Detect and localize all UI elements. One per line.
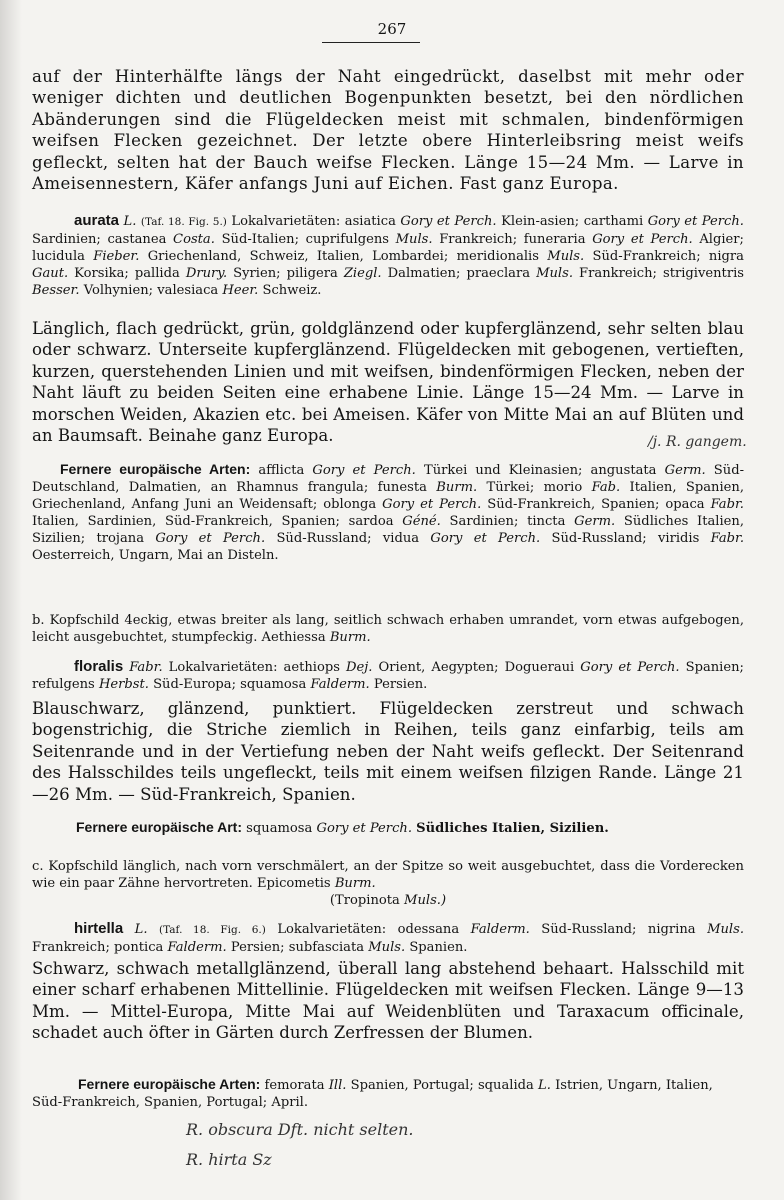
section-b: b. Kopfschild 4eckig, etwas breiter als lang, seitlich schwach erhaben umrandet, vorn etwas aufgebogen, leicht ausgebuchtet, stumpfeckig. Aethiessa Burm.	[32, 613, 744, 646]
entry-floralis-description: Blauschwarz, glänzend, punktiert. Flügeldecken zerstreut und schwach bogenstrichig, die Striche ziemlich in Reihen, teils ganz einfarbig, teils am Seitenrande und in der Vertiefung neben der Naht weifs gefleckt. Der Seitenrand des Halsschildes teils ungefleckt, teils mit einem weifsen filzigen Rande. Länge 21—26 Mm. — Süd-Frankreich, Spanien.	[32, 699, 744, 804]
header-rule	[322, 42, 420, 43]
entry-floralis-varieties: floralis Fabr. Lokalvarietäten: aethiops Dej. Orient, Aegypten; Dogueraui Gory et Perch. Spanien; refulgens Herbst. Süd-Europa; squamosa Falderm. Persien.	[32, 658, 744, 693]
species-name-floralis: floralis	[74, 658, 124, 675]
handwritten-margin-note: /j. R. gangem.	[648, 434, 747, 450]
handwritten-note-line-1: R. obscura Dft. nicht selten.	[186, 1120, 414, 1139]
species-name-hirtella: hirtella	[74, 920, 124, 937]
entry-aurata-description: Länglich, flach gedrückt, grün, goldglänzend oder kupferglänzend, sehr selten blau oder schwarz. Unterseite kupferglänzend. Flügeldecken mit gebogenen, vertieften, kurzen, querstehenden Linien und mit weifsen, bindenförmigen Flecken, neben der Naht läuft zu beiden Seiten eine erhabene Linie. Länge 15—24 Mm. — Larve in morschen Weiden, Akazien etc. bei Ameisen. Käfer von Mitte Mai an auf Blüten und an Baumsaft. Beinahe ganz Europa.	[32, 319, 744, 446]
binding-shadow	[0, 0, 22, 1200]
paragraph-continuation: auf der Hinterhälfte längs der Naht eingedrückt, daselbst mit mehr oder weniger dichten und deutlichen Bogenpunkten besetzt, bei den nördlichen Abänderungen sind die Flügeldecken meist mit schmalen, bindenförmigen weifsen Flecken gezeichnet. Der letzte obere Hinterleibsring meist weifs gefleckt, selten hat der Bauch weifse Flecken. Länge 15—24 Mm. — Larve in Ameisennestern, Käfer anfangs Juni auf Eichen. Fast ganz Europa.	[32, 67, 744, 194]
entry-hirtella-description: Schwarz, schwach metallglänzend, überall lang abstehend behaart. Halsschild mit einer scharf erhabenen Mittellinie. Flügeldecken mit weifsen Flecken. Länge 9—13 Mm. — Mittel-Europa, Mitte Mai auf Weidenblüten und Taraxacum officinale, schadet auch öfter in Gärten durch Zerfressen der Blumen.	[32, 959, 744, 1043]
handwritten-note-line-2: R. hirta Sz	[186, 1150, 272, 1169]
further-species-3: Fernere europäische Arten: femorata Ill. Spanien, Portugal; squalida L. Istrien, Ungarn, Italien, Süd-Frankreich, Spanien, Portugal; April.	[32, 1076, 713, 1111]
further-species-1: Fernere europäische Arten: afflicta Gory et Perch. Türkei und Kleinasien; angustata Germ. Süd-Deutschland, Dalmatien, an Rhamnus frangula; funesta Burm. Türkei; morio Fab. Italien, Spanien, Griechenland, Anfang Juni an Weidensaft; oblonga Gory et Perch. Süd-Frankreich, Spanien; opaca Fabr. Italien, Sardinien, Süd-Frankreich, Spanien; sardoa Géné. Sardinien; tincta Germ. Südliches Italien, Sizilien; trojana Gory et Perch. Süd-Russland; vidua Gory et Perch. Süd-Russland; viridis Fabr. Oesterreich, Ungarn, Mai an Disteln.	[32, 461, 745, 564]
section-c-subgenus: (Tropinota Muls.)	[329, 893, 447, 908]
entry-aurata-varieties: aurata L. (Taf. 18. Fig. 5.) Lokalvarietäten: asiatica Gory et Perch. Klein-asien; carthami Gory et Perch. Sardinien; castanea Costa. Süd-Italien; cuprifulgens Muls. Frankreich; funeraria Gory et Perch. Algier; lucidula Fieber. Griechenland, Schweiz, Italien, Lombardei; meridionalis Muls. Süd-Frankreich; nigra Gaut. Korsika; pallida Drury. Syrien; piligera Ziegl. Dalmatien; praeclara Muls. Frankreich; strigiventris Besser. Volhynien; valesiaca Heer. Schweiz.	[32, 212, 744, 299]
entry-hirtella-varieties: hirtella L. (Taf. 18. Fig. 6.) Lokalvarietäten: odessana Falderm. Süd-Russland; nigrina Muls. Frankreich; pontica Falderm. Persien; subfasciata Muls. Spanien.	[32, 920, 745, 956]
further-species-2: Fernere europäische Art: squamosa Gory et Perch. Südliches Italien, Sizilien.	[76, 819, 609, 836]
page-number: 267	[377, 20, 407, 38]
section-c: c. Kopfschild länglich, nach vorn verschmälert, an der Spitze so weit ausgebuchtet, dass die Vorderecken wie ein paar Zähne hervortreten. Epicometis Burm.	[32, 859, 744, 892]
species-name-aurata: aurata	[74, 212, 120, 229]
